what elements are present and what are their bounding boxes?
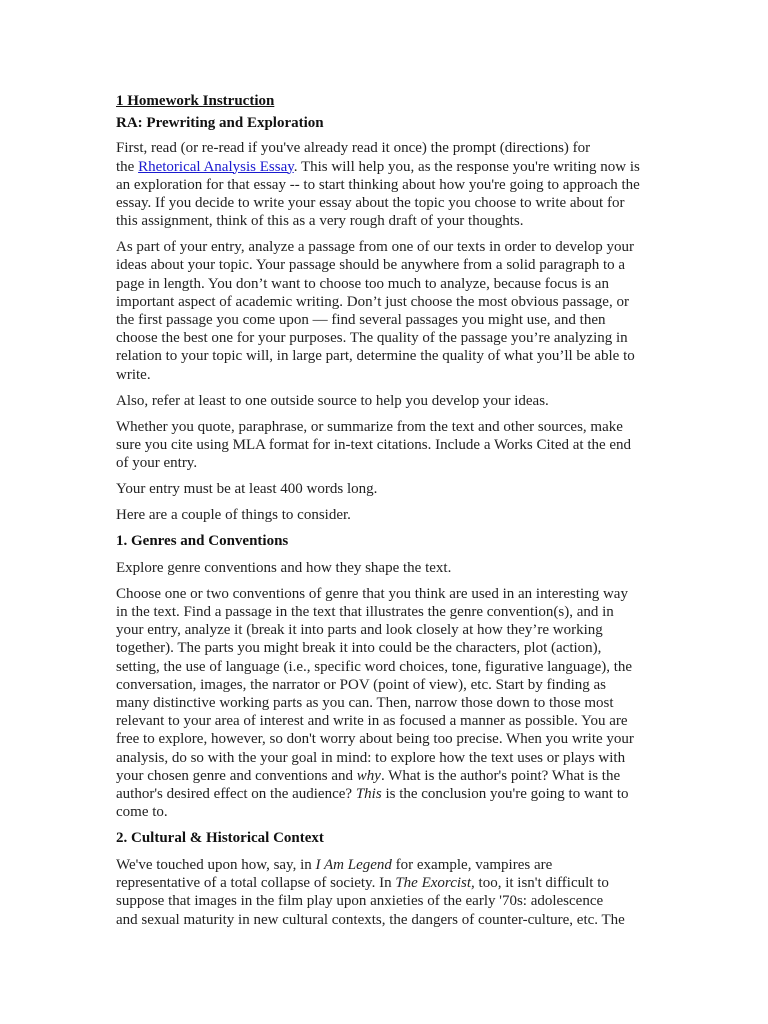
text-line: setting, the use of language (i.e., specific word choices, tone, figurative language), the [116, 658, 633, 675]
text-line: and sexual maturity in new cultural contexts, the dangers of counter-culture, etc. The [116, 911, 625, 928]
text-line: Your entry must be at least 400 words long. [116, 481, 378, 498]
italic-text: I Am Legend [315, 856, 392, 873]
text-line: Also, refer at least to one outside source to help you develop your ideas. [116, 392, 549, 409]
text-line: many distinctive working parts as you can. Then, narrow those down to those most [116, 694, 614, 711]
text-line: free to explore, however, so don't worry about being too precise. When you write your [116, 731, 634, 748]
text-line: of your entry. [116, 455, 198, 472]
paragraph [116, 238, 676, 384]
text-line: ideas about your topic. Your passage should be anywhere from a solid paragraph to a [116, 257, 626, 274]
paragraph [116, 585, 676, 822]
section-heading: 2. Cultural & Historical Context [116, 830, 324, 847]
text-line: essay. If you decide to write your essay about the topic you choose to write about for [116, 195, 625, 212]
text-line: As part of your entry, analyze a passage from one of our texts in order to develop your [116, 239, 635, 256]
text-line: author's desired effect on the audience? This is the conclusion you're going to want to [116, 785, 629, 802]
paragraph [116, 856, 676, 929]
text-line: suppose that images in the film play upon anxieties of the early '70s: adolescence [116, 893, 604, 910]
text-line: together). The parts you might break it into could be the characters, plot (action), [116, 640, 602, 657]
text-line: Choose one or two conventions of genre that you think are used in an interesting way [116, 585, 628, 602]
text-line: the Rhetorical Analysis Essay. This will help you, as the response you're writing now is [116, 158, 640, 175]
section-heading: 1. Genres and Conventions [116, 533, 289, 550]
text-line: representative of a total collapse of society. In The Exorcist, too, it isn't difficult to [116, 875, 609, 892]
text-line: sure you cite using MLA format for in-text citations. Include a Works Cited at the end [116, 436, 632, 453]
text-line: important aspect of academic writing. Don’t just choose the most obvious passage, or [116, 293, 629, 310]
text-line: the first passage you come upon — find several passages you might use, and then [116, 312, 606, 329]
text-line: your entry, analyze it (break it into parts and look closely at how they’re working [116, 622, 603, 639]
text-line: relation to your topic will, in large part, determine the quality of what you’ll be able to [116, 348, 635, 365]
italic-text: The Exorcist, [395, 875, 475, 892]
text-line: in the text. Find a passage in the text that illustrates the genre convention(s), and in [116, 603, 614, 620]
text-line: We've touched upon how, say, in I Am Legend for example, vampires are [116, 856, 553, 873]
paragraph [116, 418, 676, 473]
text-line: Whether you quote, paraphrase, or summarize from the text and other sources, make [116, 418, 623, 435]
paragraph [116, 480, 676, 498]
paragraph [116, 392, 676, 410]
text-line: an exploration for that essay -- to start thinking about how you're going to approach the [116, 176, 640, 193]
text-line: First, read (or re-read if you've already read it once) the prompt (directions) for [116, 140, 591, 157]
section-heading: RA: Prewriting and Exploration [116, 115, 324, 132]
text-line: your chosen genre and conventions and why. What is the author's point? What is the [116, 767, 621, 784]
italic-text: why [356, 767, 381, 784]
text-line: conversation, images, the narrator or POV (point of view), etc. Start by finding as [116, 676, 607, 693]
rhetorical-analysis-essay-link[interactable]: Rhetorical Analysis Essay [138, 158, 294, 175]
text-line: this assignment, think of this as a very rough draft of your thoughts. [116, 213, 524, 230]
text-line: relevant to your area of interest and write in as focused a manner as possible. You are [116, 713, 628, 730]
paragraph [116, 139, 676, 230]
document-page [116, 92, 676, 937]
text-line: analysis, do so with the your goal in mind: to explore how the text uses or plays with [116, 749, 626, 766]
paragraph [116, 506, 676, 524]
text-line: choose the best one for your purposes. The quality of the passage you’re analyzing in [116, 330, 628, 347]
text-line: Explore genre conventions and how they shape the text. [116, 559, 452, 576]
section-heading: 1 Homework Instruction [116, 93, 275, 109]
text-line: write. [116, 366, 151, 383]
paragraph [116, 559, 676, 577]
italic-text: This [355, 785, 382, 802]
text-line: Here are a couple of things to consider. [116, 507, 351, 524]
text-line: come to. [116, 804, 168, 821]
text-line: page in length. You don’t want to choose too much to analyze, because focus is an [116, 275, 609, 292]
